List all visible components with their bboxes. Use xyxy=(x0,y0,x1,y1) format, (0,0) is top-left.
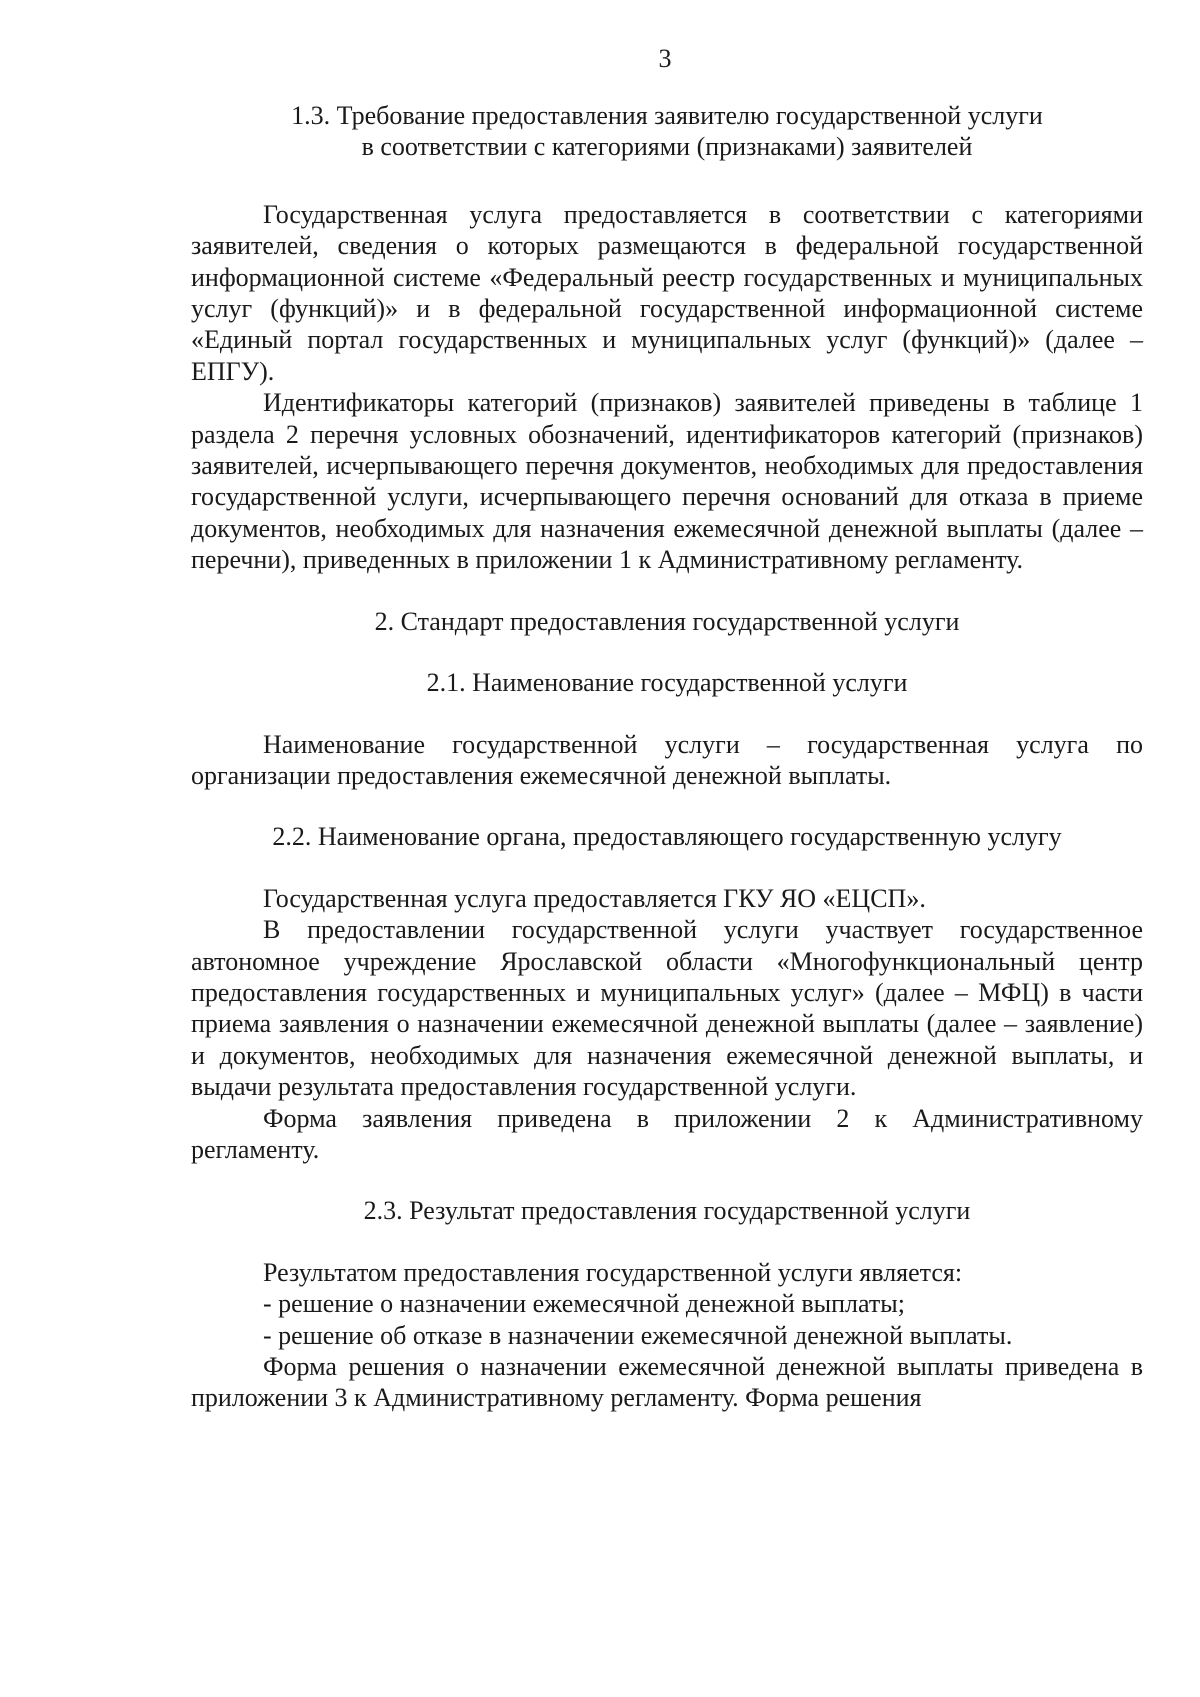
section-2-title: 2. Стандарт предоставления государственной услуги xyxy=(374,606,960,636)
page-number: 3 xyxy=(658,44,672,73)
section-2-1-title: 2.1. Наименование государственной услуги xyxy=(426,668,908,698)
result-list-item-2: - решение об отказе в назначении ежемесячной денежной выплаты. xyxy=(263,1320,1013,1350)
section-1-3-title-line1: 1.3. Требование предоставления заявителю государственной услуги xyxy=(291,101,1043,130)
section-2-1-paragraph-1: Наименование государственной услуги – государственная услуга по организации предоставления ежемесячной денежной выплаты. xyxy=(191,729,1143,790)
section-1-3-title xyxy=(191,100,1143,163)
result-list-item-1: - решение о назначении ежемесячной денежной выплаты; xyxy=(263,1289,905,1319)
section-1-3-title-line2: в соответствии с категориями (признаками) заявителей xyxy=(361,132,973,162)
section-2-2-title: 2.2. Наименование органа, предоставляющего государственную услугу xyxy=(272,822,1062,852)
section-2-2-paragraph-3: Форма заявления приведена в приложении 2 к Административному регламенту. xyxy=(191,1103,1143,1164)
section-2-2-paragraph-1: Государственная услуга предоставляется ГКУ ЯО «ЕЦСП». xyxy=(263,883,926,913)
section-2-2-paragraph-2: В предоставлении государственной услуги участвует государственное автономное учреждение Ярославской области «Многофункциональный центр предоставления государственных и муниципальных услуг» (далее – МФЦ) в части приема заявления о назначении ежемесячной денежной выплаты (далее – заявление) и документов, необходимых для назначения ежемесячной денежной выплаты, и выдачи результата предоставления государственной услуги. xyxy=(191,915,1143,1102)
section-1-3-paragraph-2: Идентификаторы категорий (признаков) заявителей приведены в таблице 1 раздела 2 перечня условных обозначений, идентификаторов категорий (признаков) заявителей, исчерпывающего перечня документов, необходимых для предоставления государственной услуги, исчерпывающего перечня оснований для отказа в приеме документов, необходимых для назначения ежемесячной денежной выплаты (далее – перечни), приведенных в приложении 1 к Административному регламенту. xyxy=(191,388,1143,575)
page-content xyxy=(191,100,1143,1414)
section-2-3-paragraph-1: Результатом предоставления государственной услуги является: xyxy=(263,1257,963,1287)
section-2-3-paragraph-2: Форма решения о назначении ежемесячной денежной выплаты приведена в приложении 3 к Административному регламенту. Форма решения xyxy=(191,1352,1143,1413)
section-1-3-paragraph-1: Государственная услуга предоставляется в соответствии с категориями заявителей, сведения о которых размещаются в федеральной государственной информационной системе «Федеральный реестр государственных и муниципальных услуг (функций)» и в федеральной государственной информационной системе «Единый портал государственных и муниципальных услуг (функций)» (далее – ЕПГУ). xyxy=(191,199,1143,386)
section-2-3-title: 2.3. Результат предоставления государственной услуги xyxy=(363,1196,971,1226)
